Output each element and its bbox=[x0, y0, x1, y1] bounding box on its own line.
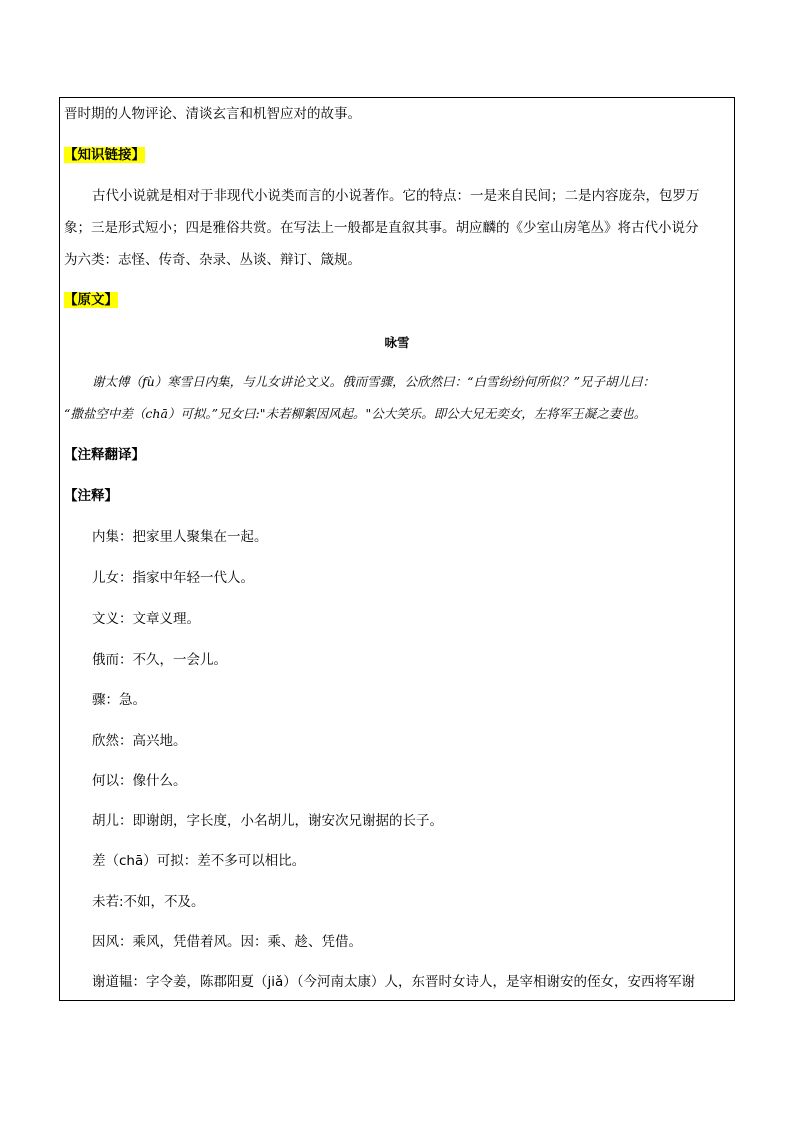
knowledge-heading bbox=[64, 145, 145, 165]
note-item: 胡儿：即谢朗，字长度，小名胡儿，谢安次兄谢据的长子。 bbox=[92, 813, 443, 829]
knowledge-heading-text: 【知识链接】 bbox=[64, 147, 145, 163]
note-item: 因风：乘风，凭借着风。因：乘、趁、凭借。 bbox=[92, 934, 362, 950]
note-item: 儿女：指家中年轻一代人。 bbox=[92, 570, 254, 586]
intro-line: 晋时期的人物评论、清谈玄言和机智应对的故事。 bbox=[64, 106, 361, 122]
knowledge-line-3: 为六类：志怪、传奇、杂录、丛谈、辩订、箴规。 bbox=[64, 252, 361, 268]
original-heading bbox=[64, 290, 118, 310]
note-item: 未若:不如，不及。 bbox=[92, 894, 205, 910]
knowledge-line-1: 古代小说就是相对于非现代小说类而言的小说著作。它的特点：一是来自民间；二是内容庞杂，包罗万 bbox=[92, 188, 700, 204]
notes-translation-heading: 【注释翻译】 bbox=[64, 447, 145, 463]
original-heading-text: 【原文】 bbox=[64, 292, 118, 308]
note-item: 俄而：不久，一会儿。 bbox=[92, 652, 227, 668]
original-line-2: “撒盐空中差（chā）可拟。”兄女曰:"未若柳絮因风起。"公大笑乐。即公大兄无奕女，左将军王凝之妻也。 bbox=[64, 406, 647, 421]
note-item: 欣然：高兴地。 bbox=[92, 733, 187, 749]
note-item: 骤：急。 bbox=[92, 692, 146, 708]
note-item: 何以：像什么。 bbox=[92, 773, 187, 789]
notes-heading: 【注释】 bbox=[64, 488, 118, 504]
poem-title: 咏雪 bbox=[384, 335, 410, 350]
note-item: 内集：把家里人聚集在一起。 bbox=[92, 529, 268, 545]
note-item: 差（chā）可拟：差不多可以相比。 bbox=[92, 853, 306, 869]
knowledge-line-2: 象；三是形式短小；四是雅俗共赏。在写法上一般都是直叙其事。胡应麟的《少室山房笔丛》将古代小说分 bbox=[64, 220, 699, 236]
original-line-1: 谢太傅（fù）寒雪日内集，与儿女讲论文义。俄而雪骤，公欣然曰：“白雪纷纷何所似？”兄子胡儿曰： bbox=[92, 374, 655, 389]
note-item: 谢道韫：字令姜，陈郡阳夏（jiǎ）（今河南太康）人，东晋时女诗人，是宰相谢安的侄女，安西将军谢 bbox=[92, 974, 696, 990]
note-item: 文义：文章义理。 bbox=[92, 611, 200, 627]
